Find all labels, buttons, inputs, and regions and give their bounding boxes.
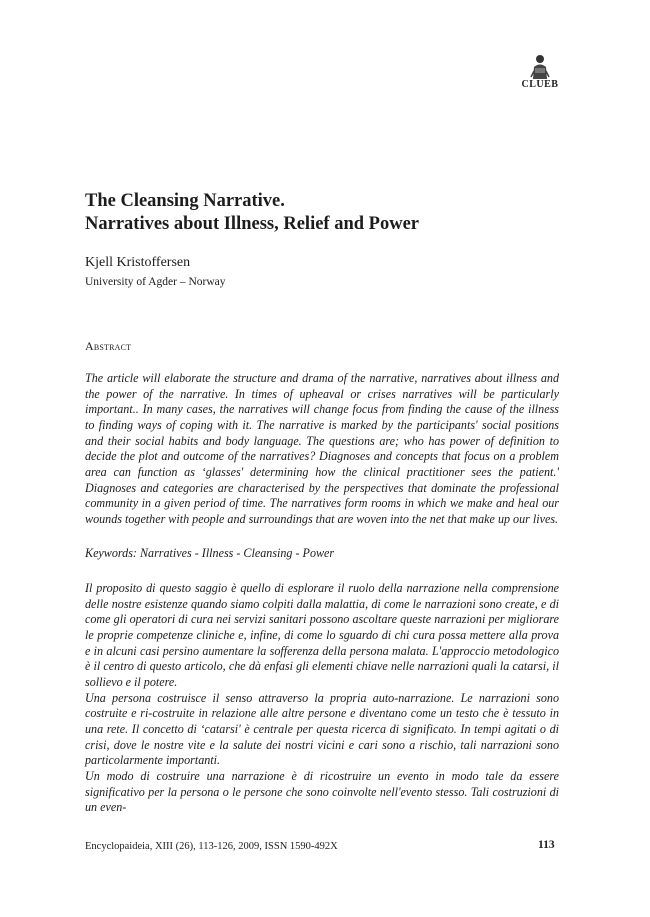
author-name: Kjell Kristoffersen: [85, 255, 191, 270]
italian-summary: [85, 581, 559, 816]
clueb-logo-icon: [521, 53, 559, 93]
title-line: Narratives about Illness, Relief and Power: [85, 214, 419, 234]
title-line: The Cleansing Narrative.: [85, 191, 285, 211]
page-number: 113: [538, 839, 555, 851]
italian-paragraph: Un modo di costruire una narrazione è di ricostruire un evento in modo tale da essere significativo per la persona o le persone che sono coinvolte nell'evento stesso. Tali costruzioni di un even-: [85, 768, 559, 815]
author-affiliation: University of Agder – Norway: [85, 276, 226, 288]
italian-paragraph: Una persona costruisce il senso attraverso la propria auto-narrazione. Le narrazioni sono costruite e ri-costruite in relazione alle altre persone e diventano come un testo che è tessuto in una rete. Il concetto di ‘catarsi' è centrale per questa ricerca di significato. In tempi agitati o di crisi, dove le nostre vite e la salute dei nostri vicini e cari sono a rischio, tali narrazioni sono particolarmente importanti.: [85, 690, 559, 768]
footer-citation: Encyclopaideia, XIII (26), 113-126, 2009, ISSN 1590-492X: [85, 841, 338, 852]
article-title: [85, 190, 565, 236]
abstract-text: The article will elaborate the structure and drama of the narrative, narratives about illness and the power of the narrative. In times of upheaval or crises narratives will be particularly important.. In many cases, the narratives will change focus from finding the cause of the illness to finding ways of coping with it. The narrative is marked by the participants' social positions and their social habits and body language. The questions are; who has power of definition to decide the plot and outcome of the narratives? Diagnoses and concepts that focus on a problem area can function as ‘glasses' determining how the clinical practitioner sees the patient.' Diagnoses and categories are characterised by the perspectives that dominate the professional community in a given period of time. The narratives form rooms in which we make and heal our wounds together with people and surroundings that are woven into the net that make up our lives.: [85, 371, 559, 526]
abstract-heading: Abstract: [85, 339, 132, 353]
logo-text: CLUEB: [521, 79, 559, 90]
keywords: Keywords: Narratives - Illness - Cleansing - Power: [85, 546, 335, 560]
italian-paragraph: Il proposito di questo saggio è quello di esplorare il ruolo della narrazione nella comprensione delle nostre esistenze quando siamo colpiti dalla malattia, di come le narrazioni sono create, e di come gli operatori di cura nei servizi sanitari possono ascoltare queste narrazioni per migliorare le proprie competenze cliniche e, infine, di come lo sguardo di chi cura possa mettere alla prova e in alcuni casi persino aumentare la sofferenza della persona malata. L'approccio metodologico è il centro di questo articolo, che dà enfasi gli elementi chiave nelle narrazioni quali la catarsi, il sollievo e il potere.: [85, 581, 559, 689]
